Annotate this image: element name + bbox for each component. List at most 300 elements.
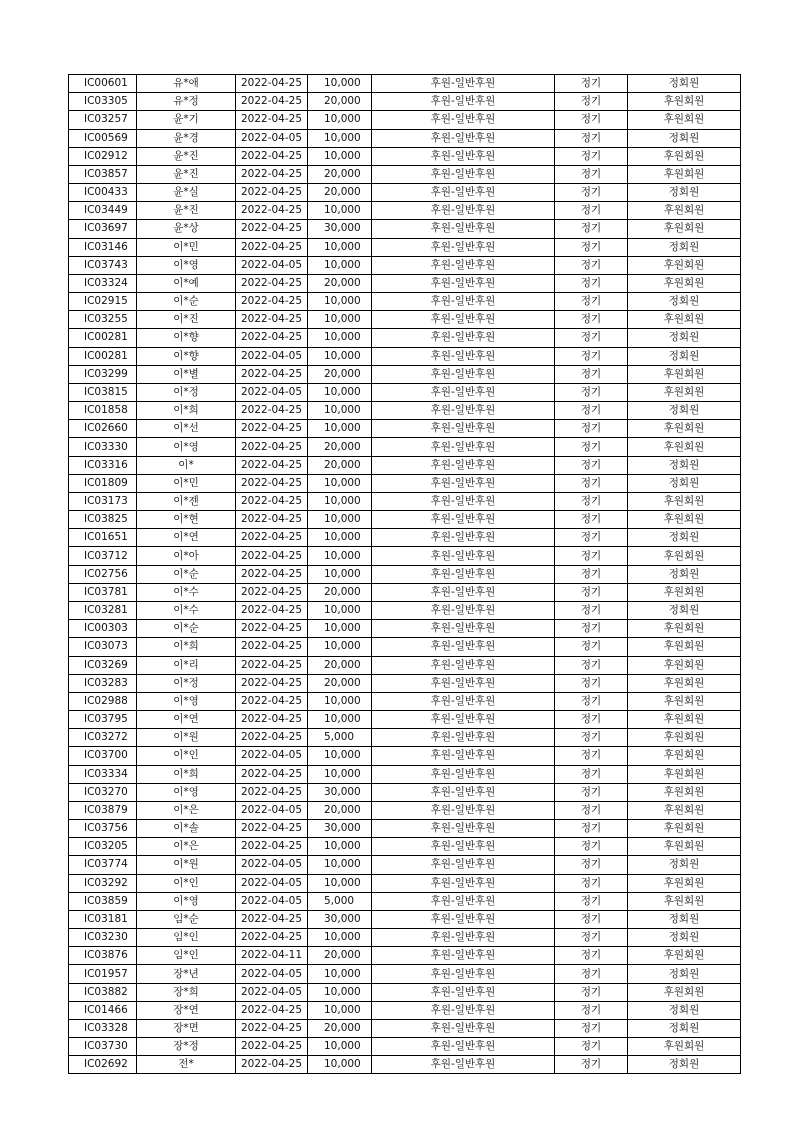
donation-type-cell: 후원-일반후원 (372, 474, 555, 492)
period-cell: 정기 (555, 111, 628, 129)
table-row (69, 547, 741, 565)
member-id-cell: IC02756 (69, 565, 137, 583)
donation-date-cell: 2022-04-25 (236, 583, 308, 601)
amount-cell: 10,000 (308, 329, 372, 347)
member-name-cell: 이*향 (137, 329, 236, 347)
member-id-cell: IC03073 (69, 638, 137, 656)
amount-cell: 20,000 (308, 165, 372, 183)
period-cell: 정기 (555, 711, 628, 729)
donation-type-cell: 후원-일반후원 (372, 601, 555, 619)
period-cell: 정기 (555, 474, 628, 492)
table-row (69, 929, 741, 947)
member-id-cell: IC03270 (69, 783, 137, 801)
donation-date-cell: 2022-04-25 (236, 656, 308, 674)
member-name-cell: 이*희 (137, 638, 236, 656)
member-id-cell: IC03181 (69, 910, 137, 928)
member-grade-cell: 후원회원 (628, 674, 741, 692)
member-id-cell: IC03173 (69, 492, 137, 510)
period-cell: 정기 (555, 565, 628, 583)
donation-date-cell: 2022-04-05 (236, 983, 308, 1001)
member-id-cell: IC03269 (69, 656, 137, 674)
amount-cell: 10,000 (308, 420, 372, 438)
donation-type-cell: 후원-일반후원 (372, 220, 555, 238)
period-cell: 정기 (555, 910, 628, 928)
donation-date-cell: 2022-04-05 (236, 347, 308, 365)
donation-date-cell: 2022-04-05 (236, 383, 308, 401)
table-row (69, 75, 741, 93)
donation-type-cell: 후원-일반후원 (372, 674, 555, 692)
table-row (69, 93, 741, 111)
member-grade-cell: 정회원 (628, 474, 741, 492)
member-id-cell: IC03882 (69, 983, 137, 1001)
amount-cell: 10,000 (308, 929, 372, 947)
period-cell: 정기 (555, 929, 628, 947)
table-row (69, 838, 741, 856)
donation-type-cell: 후원-일반후원 (372, 1001, 555, 1019)
table-row (69, 165, 741, 183)
donation-date-cell: 2022-04-25 (236, 511, 308, 529)
member-name-cell: 장*연 (137, 1001, 236, 1019)
member-grade-cell: 후원회원 (628, 1038, 741, 1056)
member-grade-cell: 후원회원 (628, 311, 741, 329)
donation-type-cell: 후원-일반후원 (372, 147, 555, 165)
member-grade-cell: 정회원 (628, 75, 741, 93)
member-id-cell: IC00281 (69, 329, 137, 347)
table-row (69, 892, 741, 910)
table-row (69, 692, 741, 710)
member-grade-cell: 정회원 (628, 238, 741, 256)
table-row (69, 874, 741, 892)
donation-date-cell: 2022-04-25 (236, 456, 308, 474)
member-name-cell: 이*영 (137, 256, 236, 274)
member-name-cell: 임*순 (137, 910, 236, 928)
member-name-cell: 이*순 (137, 620, 236, 638)
table-row (69, 347, 741, 365)
amount-cell: 10,000 (308, 111, 372, 129)
period-cell: 정기 (555, 184, 628, 202)
member-name-cell: 윤*기 (137, 111, 236, 129)
member-id-cell: IC01651 (69, 529, 137, 547)
member-name-cell: 이*은 (137, 838, 236, 856)
amount-cell: 30,000 (308, 783, 372, 801)
table-row (69, 511, 741, 529)
donation-type-cell: 후원-일반후원 (372, 565, 555, 583)
member-name-cell: 이*민 (137, 474, 236, 492)
period-cell: 정기 (555, 765, 628, 783)
member-grade-cell: 후원회원 (628, 93, 741, 111)
member-grade-cell: 후원회원 (628, 892, 741, 910)
member-name-cell: 유*애 (137, 75, 236, 93)
donation-date-cell: 2022-04-25 (236, 529, 308, 547)
donation-date-cell: 2022-04-25 (236, 220, 308, 238)
amount-cell: 10,000 (308, 129, 372, 147)
donation-date-cell: 2022-04-25 (236, 547, 308, 565)
table-row (69, 202, 741, 220)
member-grade-cell: 후원회원 (628, 620, 741, 638)
member-name-cell: 윤*진 (137, 202, 236, 220)
member-grade-cell: 후원회원 (628, 711, 741, 729)
period-cell: 정기 (555, 165, 628, 183)
member-id-cell: IC00281 (69, 347, 137, 365)
period-cell: 정기 (555, 220, 628, 238)
period-cell: 정기 (555, 1019, 628, 1037)
amount-cell: 10,000 (308, 311, 372, 329)
period-cell: 정기 (555, 1056, 628, 1074)
member-name-cell: 이*영 (137, 692, 236, 710)
table-row (69, 965, 741, 983)
member-id-cell: IC03781 (69, 583, 137, 601)
period-cell: 정기 (555, 965, 628, 983)
member-grade-cell: 정회원 (628, 1019, 741, 1037)
member-name-cell: 이*리 (137, 656, 236, 674)
donation-date-cell: 2022-04-25 (236, 402, 308, 420)
member-name-cell: 이*정 (137, 674, 236, 692)
member-name-cell: 임*인 (137, 947, 236, 965)
donation-date-cell: 2022-04-25 (236, 729, 308, 747)
donation-type-cell: 후원-일반후원 (372, 456, 555, 474)
member-name-cell: 임*인 (137, 929, 236, 947)
member-grade-cell: 정회원 (628, 565, 741, 583)
member-name-cell: 이*예 (137, 274, 236, 292)
period-cell: 정기 (555, 638, 628, 656)
period-cell: 정기 (555, 93, 628, 111)
member-id-cell: IC03205 (69, 838, 137, 856)
member-id-cell: IC03324 (69, 274, 137, 292)
member-grade-cell: 후원회원 (628, 511, 741, 529)
donation-type-cell: 후원-일반후원 (372, 711, 555, 729)
amount-cell: 30,000 (308, 910, 372, 928)
table-row (69, 801, 741, 819)
donation-type-cell: 후원-일반후원 (372, 910, 555, 928)
donation-type-cell: 후원-일반후원 (372, 274, 555, 292)
period-cell: 정기 (555, 311, 628, 329)
member-name-cell: 윤*진 (137, 165, 236, 183)
period-cell: 정기 (555, 983, 628, 1001)
member-id-cell: IC02660 (69, 420, 137, 438)
donation-date-cell: 2022-04-25 (236, 492, 308, 510)
amount-cell: 10,000 (308, 1001, 372, 1019)
donation-type-cell: 후원-일반후원 (372, 438, 555, 456)
donation-date-cell: 2022-04-25 (236, 147, 308, 165)
member-id-cell: IC03146 (69, 238, 137, 256)
member-id-cell: IC01858 (69, 402, 137, 420)
donation-type-cell: 후원-일반후원 (372, 165, 555, 183)
period-cell: 정기 (555, 511, 628, 529)
donation-date-cell: 2022-04-25 (236, 311, 308, 329)
donation-type-cell: 후원-일반후원 (372, 547, 555, 565)
member-grade-cell: 후원회원 (628, 420, 741, 438)
donation-type-cell: 후원-일반후원 (372, 202, 555, 220)
donation-type-cell: 후원-일반후원 (372, 1056, 555, 1074)
donation-date-cell: 2022-04-25 (236, 93, 308, 111)
member-name-cell: 이* (137, 456, 236, 474)
member-id-cell: IC02692 (69, 1056, 137, 1074)
member-name-cell: 이*순 (137, 565, 236, 583)
donation-type-cell: 후원-일반후원 (372, 983, 555, 1001)
table-row (69, 1019, 741, 1037)
amount-cell: 10,000 (308, 747, 372, 765)
amount-cell: 10,000 (308, 293, 372, 311)
amount-cell: 20,000 (308, 438, 372, 456)
amount-cell: 5,000 (308, 729, 372, 747)
member-id-cell: IC02988 (69, 692, 137, 710)
amount-cell: 10,000 (308, 347, 372, 365)
member-grade-cell: 후원회원 (628, 365, 741, 383)
donation-date-cell: 2022-04-25 (236, 711, 308, 729)
donation-type-cell: 후원-일반후원 (372, 892, 555, 910)
member-grade-cell: 후원회원 (628, 147, 741, 165)
period-cell: 정기 (555, 547, 628, 565)
amount-cell: 5,000 (308, 892, 372, 910)
member-name-cell: 이*영 (137, 783, 236, 801)
donation-date-cell: 2022-04-25 (236, 184, 308, 202)
donation-type-cell: 후원-일반후원 (372, 620, 555, 638)
donation-type-cell: 후원-일반후원 (372, 129, 555, 147)
donation-type-cell: 후원-일반후원 (372, 492, 555, 510)
member-id-cell: IC03334 (69, 765, 137, 783)
member-grade-cell: 정회원 (628, 965, 741, 983)
member-grade-cell: 후원회원 (628, 492, 741, 510)
donation-date-cell: 2022-04-25 (236, 692, 308, 710)
donation-date-cell: 2022-04-25 (236, 783, 308, 801)
donation-type-cell: 후원-일반후원 (372, 947, 555, 965)
period-cell: 정기 (555, 892, 628, 910)
member-grade-cell: 정회원 (628, 529, 741, 547)
table-row (69, 238, 741, 256)
member-id-cell: IC01809 (69, 474, 137, 492)
donation-date-cell: 2022-04-25 (236, 674, 308, 692)
member-name-cell: 전* (137, 1056, 236, 1074)
donation-type-cell: 후원-일반후원 (372, 75, 555, 93)
donation-date-cell: 2022-04-25 (236, 293, 308, 311)
member-grade-cell: 후원회원 (628, 820, 741, 838)
member-id-cell: IC03316 (69, 456, 137, 474)
donation-date-cell: 2022-04-25 (236, 1001, 308, 1019)
period-cell: 정기 (555, 420, 628, 438)
donation-type-cell: 후원-일반후원 (372, 256, 555, 274)
amount-cell: 10,000 (308, 1056, 372, 1074)
donation-type-cell: 후원-일반후원 (372, 329, 555, 347)
period-cell: 정기 (555, 402, 628, 420)
amount-cell: 10,000 (308, 711, 372, 729)
member-grade-cell: 후원회원 (628, 801, 741, 819)
member-id-cell: IC03305 (69, 93, 137, 111)
table-row (69, 910, 741, 928)
period-cell: 정기 (555, 293, 628, 311)
amount-cell: 20,000 (308, 583, 372, 601)
member-grade-cell: 정회원 (628, 1001, 741, 1019)
table-row (69, 184, 741, 202)
member-grade-cell: 후원회원 (628, 765, 741, 783)
donation-date-cell: 2022-04-25 (236, 474, 308, 492)
donation-date-cell: 2022-04-11 (236, 947, 308, 965)
donation-date-cell: 2022-04-25 (236, 111, 308, 129)
member-grade-cell: 후원회원 (628, 729, 741, 747)
member-name-cell: 이*원 (137, 729, 236, 747)
donation-type-cell: 후원-일반후원 (372, 511, 555, 529)
member-name-cell: 장*정 (137, 1038, 236, 1056)
member-grade-cell: 정회원 (628, 929, 741, 947)
period-cell: 정기 (555, 729, 628, 747)
amount-cell: 20,000 (308, 674, 372, 692)
donation-type-cell: 후원-일반후원 (372, 184, 555, 202)
member-grade-cell: 후원회원 (628, 838, 741, 856)
donation-type-cell: 후원-일반후원 (372, 965, 555, 983)
donation-date-cell: 2022-04-25 (236, 75, 308, 93)
amount-cell: 10,000 (308, 856, 372, 874)
donation-type-cell: 후원-일반후원 (372, 838, 555, 856)
member-name-cell: 윤*경 (137, 129, 236, 147)
donation-type-cell: 후원-일반후원 (372, 638, 555, 656)
table-row (69, 765, 741, 783)
member-name-cell: 이*현 (137, 511, 236, 529)
donation-date-cell: 2022-04-05 (236, 965, 308, 983)
period-cell: 정기 (555, 692, 628, 710)
table-row (69, 1001, 741, 1019)
amount-cell: 10,000 (308, 511, 372, 529)
member-grade-cell: 후원회원 (628, 165, 741, 183)
donation-type-cell: 후원-일반후원 (372, 383, 555, 401)
member-id-cell: IC02912 (69, 147, 137, 165)
member-id-cell: IC03876 (69, 947, 137, 965)
donation-type-cell: 후원-일반후원 (372, 111, 555, 129)
member-id-cell: IC03272 (69, 729, 137, 747)
member-name-cell: 이*순 (137, 293, 236, 311)
amount-cell: 20,000 (308, 184, 372, 202)
member-grade-cell: 정회원 (628, 402, 741, 420)
member-grade-cell: 후원회원 (628, 583, 741, 601)
amount-cell: 10,000 (308, 238, 372, 256)
period-cell: 정기 (555, 947, 628, 965)
amount-cell: 10,000 (308, 838, 372, 856)
member-name-cell: 이*연 (137, 711, 236, 729)
period-cell: 정기 (555, 365, 628, 383)
table-row (69, 638, 741, 656)
table-row (69, 620, 741, 638)
donation-type-cell: 후원-일반후원 (372, 656, 555, 674)
member-grade-cell: 정회원 (628, 910, 741, 928)
member-name-cell: 유*정 (137, 93, 236, 111)
amount-cell: 20,000 (308, 93, 372, 111)
table-row (69, 474, 741, 492)
member-name-cell: 장*면 (137, 1019, 236, 1037)
donation-type-cell: 후원-일반후원 (372, 420, 555, 438)
member-id-cell: IC03292 (69, 874, 137, 892)
donation-type-cell: 후원-일반후원 (372, 529, 555, 547)
member-name-cell: 이*인 (137, 874, 236, 892)
member-name-cell: 이*선 (137, 420, 236, 438)
donation-type-cell: 후원-일반후원 (372, 93, 555, 111)
member-name-cell: 이*아 (137, 547, 236, 565)
table-row (69, 311, 741, 329)
amount-cell: 10,000 (308, 147, 372, 165)
member-grade-cell: 후원회원 (628, 692, 741, 710)
donation-date-cell: 2022-04-05 (236, 129, 308, 147)
donation-date-cell: 2022-04-05 (236, 747, 308, 765)
table-body (69, 75, 741, 1074)
amount-cell: 10,000 (308, 692, 372, 710)
member-id-cell: IC03700 (69, 747, 137, 765)
member-grade-cell: 후원회원 (628, 220, 741, 238)
table-row (69, 147, 741, 165)
member-name-cell: 이*영 (137, 438, 236, 456)
member-grade-cell: 정회원 (628, 293, 741, 311)
member-id-cell: IC03795 (69, 711, 137, 729)
amount-cell: 10,000 (308, 202, 372, 220)
donation-date-cell: 2022-04-25 (236, 910, 308, 928)
member-grade-cell: 정회원 (628, 329, 741, 347)
member-name-cell: 장*희 (137, 983, 236, 1001)
donation-date-cell: 2022-04-25 (236, 820, 308, 838)
donation-date-cell: 2022-04-25 (236, 438, 308, 456)
table-row (69, 983, 741, 1001)
amount-cell: 10,000 (308, 638, 372, 656)
donation-type-cell: 후원-일반후원 (372, 765, 555, 783)
amount-cell: 20,000 (308, 656, 372, 674)
donation-date-cell: 2022-04-05 (236, 856, 308, 874)
member-id-cell: IC03756 (69, 820, 137, 838)
member-grade-cell: 정회원 (628, 129, 741, 147)
amount-cell: 20,000 (308, 456, 372, 474)
member-id-cell: IC03283 (69, 674, 137, 692)
member-name-cell: 윤*상 (137, 220, 236, 238)
member-name-cell: 윤*진 (137, 147, 236, 165)
period-cell: 정기 (555, 838, 628, 856)
period-cell: 정기 (555, 492, 628, 510)
donation-type-cell: 후원-일반후원 (372, 820, 555, 838)
amount-cell: 30,000 (308, 820, 372, 838)
period-cell: 정기 (555, 856, 628, 874)
donation-date-cell: 2022-04-25 (236, 565, 308, 583)
amount-cell: 20,000 (308, 365, 372, 383)
period-cell: 정기 (555, 620, 628, 638)
table-row (69, 492, 741, 510)
donation-type-cell: 후원-일반후원 (372, 692, 555, 710)
amount-cell: 10,000 (308, 529, 372, 547)
table-row (69, 274, 741, 292)
donation-date-cell: 2022-04-25 (236, 1056, 308, 1074)
period-cell: 정기 (555, 147, 628, 165)
member-grade-cell: 후원회원 (628, 983, 741, 1001)
period-cell: 정기 (555, 383, 628, 401)
member-grade-cell: 후원회원 (628, 438, 741, 456)
donation-date-cell: 2022-04-25 (236, 1038, 308, 1056)
donation-date-cell: 2022-04-25 (236, 329, 308, 347)
table-row (69, 747, 741, 765)
amount-cell: 10,000 (308, 874, 372, 892)
table-row (69, 1038, 741, 1056)
table-row (69, 438, 741, 456)
donation-type-cell: 후원-일반후원 (372, 874, 555, 892)
member-grade-cell: 정회원 (628, 1056, 741, 1074)
table-row (69, 456, 741, 474)
table-row (69, 583, 741, 601)
donation-type-cell: 후원-일반후원 (372, 293, 555, 311)
member-id-cell: IC03299 (69, 365, 137, 383)
member-name-cell: 이*민 (137, 238, 236, 256)
donation-date-cell: 2022-04-25 (236, 765, 308, 783)
member-id-cell: IC03281 (69, 601, 137, 619)
period-cell: 정기 (555, 438, 628, 456)
amount-cell: 20,000 (308, 801, 372, 819)
donation-date-cell: 2022-04-05 (236, 256, 308, 274)
table-row (69, 601, 741, 619)
donation-type-cell: 후원-일반후원 (372, 238, 555, 256)
member-grade-cell: 후원회원 (628, 947, 741, 965)
member-name-cell: 이*연 (137, 529, 236, 547)
period-cell: 정기 (555, 274, 628, 292)
member-grade-cell: 후원회원 (628, 747, 741, 765)
